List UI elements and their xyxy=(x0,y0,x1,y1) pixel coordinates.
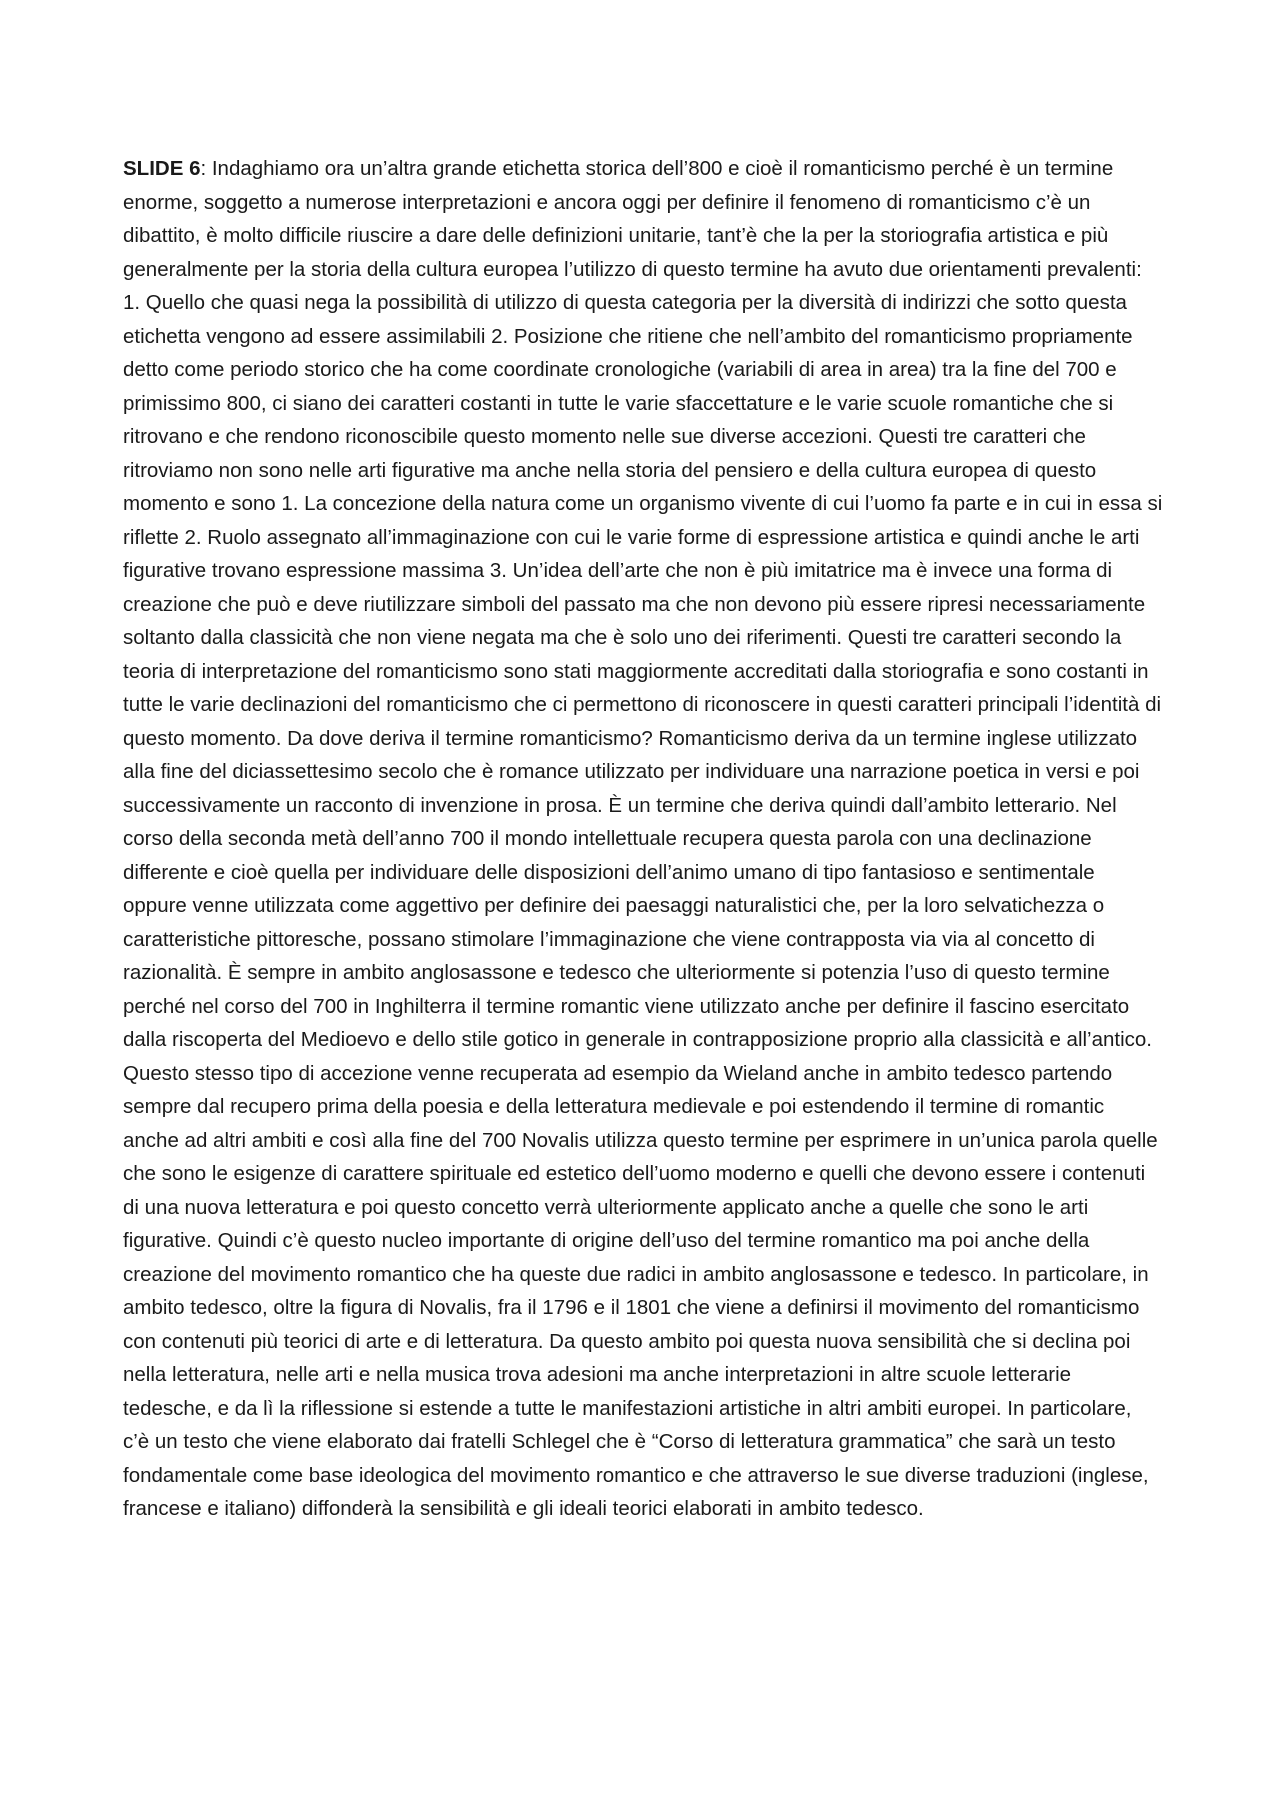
slide-label: SLIDE 6 xyxy=(123,157,201,180)
body-text: : Indaghiamo ora un’altra grande etichetta storica dell’800 e cioè il romanticismo perché è un termine enorme, soggetto a numerose interpretazioni e ancora oggi per definire il fenomeno di romanticismo c’è un dibattito, è molto difficile riuscire a dare delle definizioni unitarie, tant’è che la per la storiografia artistica e più generalmente per la storia della cultura europea l’utilizzo di questo termine ha avuto due orientamenti prevalenti: 1. Quello che quasi nega la possibilità di utilizzo di questa categoria per la diversità di indirizzi che sotto questa etichetta vengono ad essere assimilabili 2. Posizione che ritiene che nell’ambito del romanticismo propriamente detto come periodo storico che ha come coordinate cronologiche (variabili di area in area) tra la fine del 700 e primissimo 800, ci siano dei caratteri costanti in tutte le varie sfaccettature e le varie scuole romantiche che si ritrovano e che rendono riconoscibile questo momento nelle sue diverse accezioni. Questi tre caratteri che ritroviamo non sono nelle arti figurative ma anche nella storia del pensiero e della cultura europea di questo momento e sono 1. La concezione della natura come un organismo vivente di cui l’uomo fa parte e in cui in essa si riflette 2. Ruolo assegnato all’immaginazione con cui le varie forme di espressione artistica e quindi anche le arti figurative trovano espressione massima 3. Un’idea dell’arte che non è più imitatrice ma è invece una forma di creazione che può e deve riutilizzare simboli del passato ma che non devono più essere ripresi necessariamente soltanto dalla classicità che non viene negata ma che è solo uno dei riferimenti. Questi tre caratteri secondo la teoria di interpretazione del romanticismo sono stati maggiormente accreditati dalla storiografia e sono costanti in tutte le varie declinazioni del romanticismo che ci permettono di riconoscere in questi caratteri principali l’identità di questo momento. Da dove deriva il termine romanticismo? Romanticismo deriva da un termine inglese utilizzato alla fine del diciassettesimo secolo che è romance utilizzato per individuare una narrazione poetica in versi e poi successivamente un racconto di invenzione in prosa. È un termine che deriva quindi dall’ambito letterario. Nel corso della seconda metà dell’anno 700 il mondo intellettuale recupera questa parola con una declinazione differente e cioè quella per individuare delle disposizioni dell’animo umano di tipo fantasioso e sentimentale oppure venne utilizzata come aggettivo per definire dei paesaggi naturalistici che, per la loro selvatichezza o caratteristiche pittoresche, possano stimolare l’immaginazione che viene contrapposta via via al concetto di razionalità. È sempre in ambito anglosassone e tedesco che ulteriormente si potenzia l’uso di questo termine perché nel corso del 700 in Inghilterra il termine romantic viene utilizzato anche per definire il fascino esercitato dalla riscoperta del Medioevo e dello stile gotico in generale in contrapposizione proprio alla classicità e all’antico. Questo stesso tipo di accezione venne recuperata ad esempio da Wieland anche in ambito tedesco partendo sempre dal recupero prima della poesia e della letteratura medievale e poi estendendo il termine di romantic anche ad altri ambiti e così alla fine del 700 Novalis utilizza questo termine per esprimere in un’unica parola quelle che sono le esigenze di carattere spirituale ed estetico dell’uomo moderno e quelli che devono essere i contenuti di una nuova letteratura e poi questo concetto verrà ulteriormente applicato anche a quelle che sono le arti figurative. Quindi c’è questo nucleo importante di origine dell’uso del termine romantico ma poi anche della creazione del movimento romantico che ha queste due radici in ambito anglosassone e tedesco. In particolare, in ambito tedesco, oltre la figura di Novalis, fra il 1796 e il 1801 che viene a definirsi il movimento del romanticismo con contenuti più teorici di arte e di letteratura. Da questo ambito poi questa nuova sensibilità che si declina poi nella letteratura, nelle arti e nella musica trova adesioni ma anche interpretazioni in altre scuole letterarie tedesche, e da lì la riflessione si estende a tutte le manifestazioni artistiche in altri ambiti europei. In particolare, c’è un testo che viene elaborato dai fratelli Schlegel che è “Corso di letteratura grammatica” che sarà un testo fondamentale come base ideologica del movimento romantico e che attraverso le sue diverse traduzioni (inglese, francese e italiano) diffonderà la sensibilità e gli ideali teorici elaborati in ambito tedesco. xyxy=(123,157,1163,1520)
body-paragraph xyxy=(123,152,1163,1526)
